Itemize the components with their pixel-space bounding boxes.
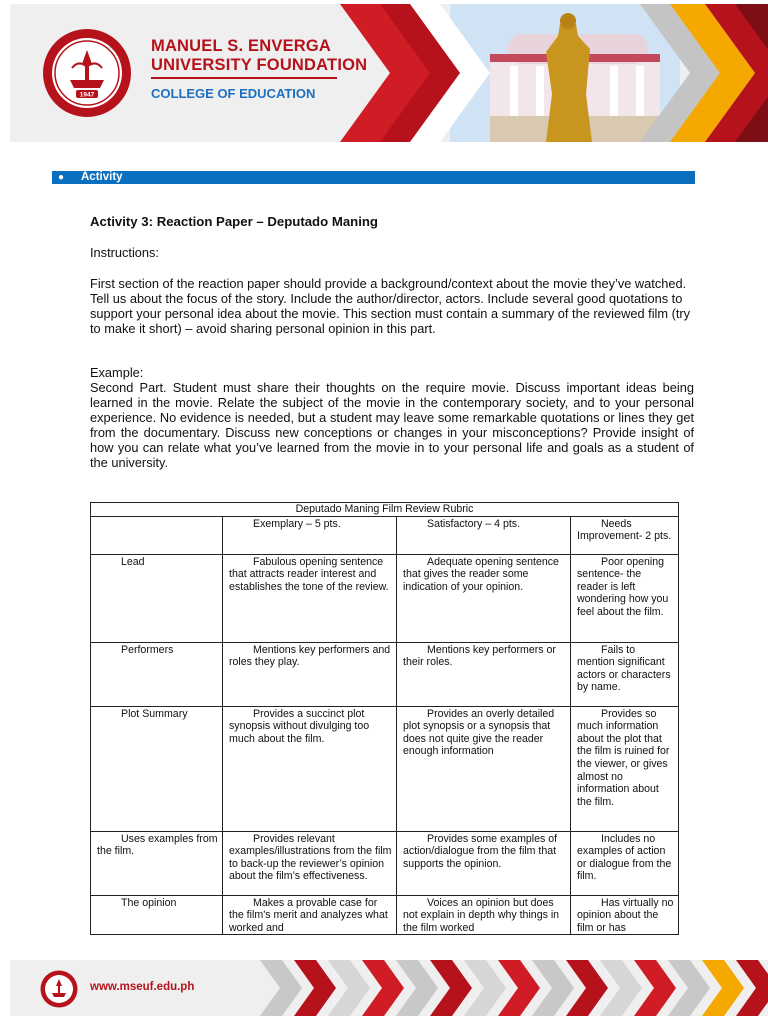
rubric-criterion: Lead [91, 554, 223, 642]
rubric-header-cell: Needs Improvement- 2 pts. [571, 516, 679, 554]
rubric-cell: Makes a provable case for the film’s merit and analyzes what worked and [223, 895, 397, 935]
rubric-header-cell: Satisfactory – 4 pts. [397, 516, 571, 554]
activity-title: Activity 3: Reaction Paper – Deputado Maning [90, 214, 378, 229]
rubric-criterion: Uses examples from the film. [91, 831, 223, 895]
university-name [151, 37, 367, 75]
rubric-cell: Provides some examples of action/dialogue from the film that supports the opinion. [397, 831, 571, 895]
table-row [91, 554, 679, 642]
rubric-caption: Deputado Maning Film Review Rubric [91, 503, 679, 517]
rubric-cell: Has virtually no opinion about the film or has [571, 895, 679, 935]
rubric-criterion: Plot Summary [91, 706, 223, 831]
footer-website-link[interactable]: www.mseuf.edu.ph [90, 981, 195, 993]
rubric-cell: Provides so much information about the plot that the film is ruined for the viewer, or gives almost no information about the film. [571, 706, 679, 831]
instructions-paragraph-2 [90, 365, 694, 470]
page-header [10, 4, 768, 142]
rubric-header-cell: Exemplary – 5 pts. [223, 516, 397, 554]
rubric-caption-row [91, 503, 679, 517]
footer-seal-icon [40, 970, 78, 1008]
table-row [91, 895, 679, 935]
table-row [91, 642, 679, 706]
college-name: COLLEGE OF EDUCATION [151, 86, 316, 101]
seal-year: 1947 [79, 91, 95, 99]
activity-section-bar [52, 171, 695, 184]
rubric-cell: Voices an opinion but does not explain in depth why things in the film worked [397, 895, 571, 935]
rubric-cell: Mentions key performers or their roles. [397, 642, 571, 706]
rubric-cell: Poor opening sentence- the reader is left wondering how you feel about the film. [571, 554, 679, 642]
film-review-rubric-table [90, 502, 679, 935]
university-name-line2: UNIVERSITY FOUNDATION [151, 56, 368, 74]
rubric-cell: Includes no examples of action or dialogue from the film. [571, 831, 679, 895]
rubric-cell: Provides relevant examples/illustrations from the film to back-up the reviewer’s opinion about the film’s effectiveness. [223, 831, 397, 895]
rubric-cell: Provides an overly detailed plot synopsis or a synopsis that does not quite give the reader enough information [397, 706, 571, 831]
university-seal-icon [42, 28, 132, 118]
university-name-line1: MANUEL S. ENVERGA [151, 37, 332, 55]
rubric-criterion: Performers [91, 642, 223, 706]
rubric-header-row [91, 516, 679, 554]
rubric-cell: Fails to mention significant actors or characters by name. [571, 642, 679, 706]
instructions-label: Instructions: [90, 245, 159, 260]
rubric-criterion: The opinion [91, 895, 223, 935]
rubric-cell: Fabulous opening sentence that attracts reader interest and establishes the tone of the review. [223, 554, 397, 642]
rubric-header-cell [91, 516, 223, 554]
rubric-cell: Provides a succinct plot synopsis without divulging too much about the film. [223, 706, 397, 831]
header-banner-art [340, 4, 768, 142]
rubric-cell: Adequate opening sentence that gives the reader some indication of your opinion. [397, 554, 571, 642]
university-name-divider [151, 77, 337, 79]
page-footer [10, 960, 768, 1016]
activity-label: Activity [81, 171, 123, 183]
table-row [91, 706, 679, 831]
bullet-icon: ● [58, 172, 65, 183]
table-row [91, 831, 679, 895]
example-label: Example: [90, 365, 144, 380]
example-paragraph: Second Part. Student must share their thoughts on the require movie. Discuss important ideas being learned in the movie. Relate the subject of the movie in the contemporary society, and to your personal experience. No evidence is needed, but a student may leave some remarkable quotations or lines they get from the documentary. Discuss new conceptions or changes in your misconceptions? Provide insight of how you can relate what you’ve learned from the movie in to your personal life and goals as a student of the university. [90, 380, 694, 470]
footer-banner-art [260, 960, 768, 1016]
instructions-paragraph-1: First section of the reaction paper should provide a background/context about the movie they’ve watched. Tell us about the focus of the story. Include the author/director, actors. Include several good quotations to support your personal idea about the movie. This section must contain a summary of the reviewed film (try to make it short) – avoid sharing personal opinion in this part. [90, 276, 691, 336]
rubric-cell: Mentions key performers and roles they play. [223, 642, 397, 706]
